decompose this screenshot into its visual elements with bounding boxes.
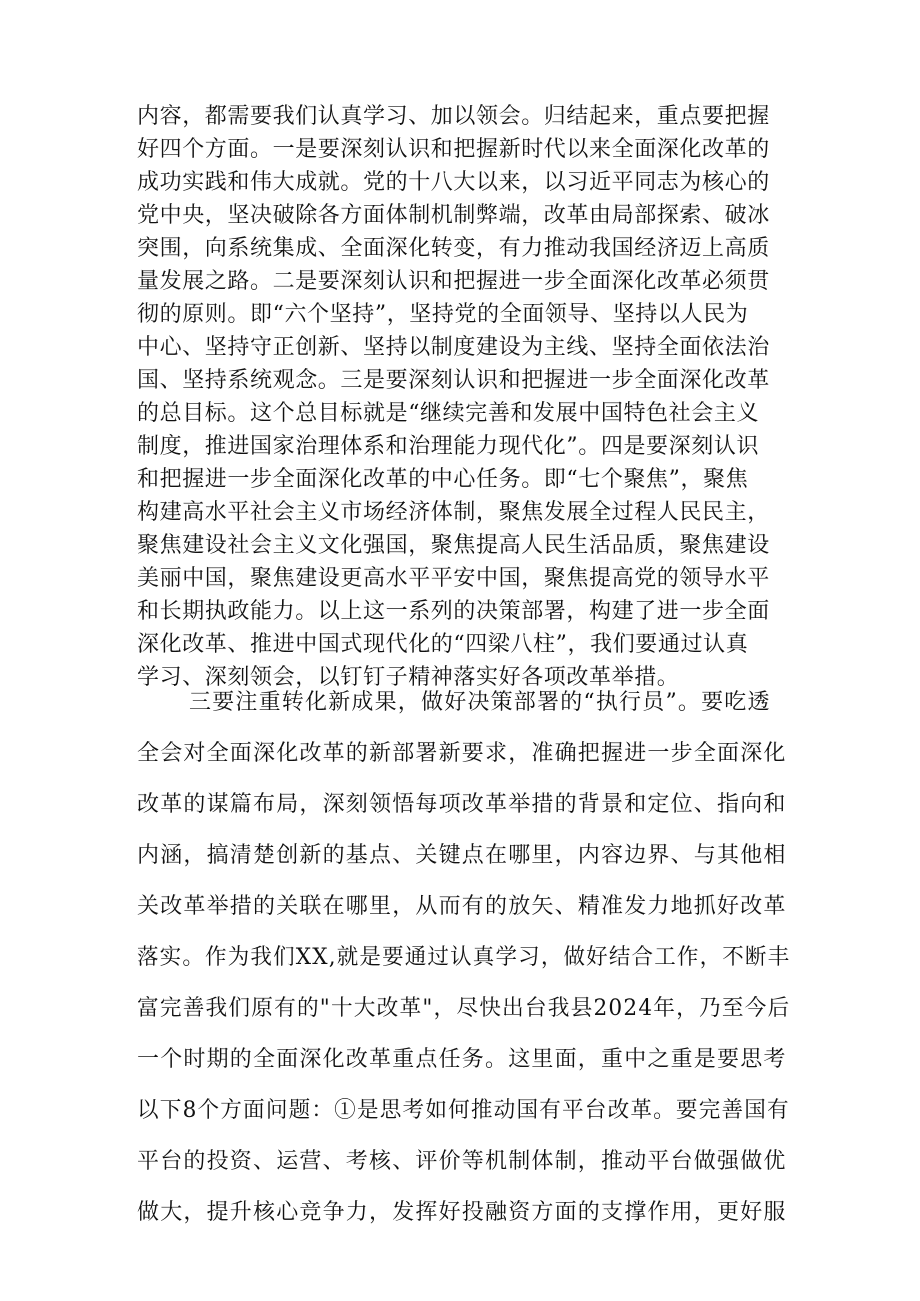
text-line: 三要注重转化新成果，做好决策部署的“执行员”。要吃透 bbox=[189, 690, 771, 715]
text-line: 彻的原则。即“六个坚持”，坚持党的全面领导、坚持以人民为 bbox=[137, 302, 749, 327]
text-line: 和长期执政能力。以上这一系列的决策部署，构建了进一步全面 bbox=[137, 599, 770, 624]
text-line: 富完善我们原有的"十大改革"，尽快出台我县2024年，乃至今后 bbox=[137, 996, 791, 1021]
text-line: 中心、坚持守正创新、坚持以制度建设为主线、坚持全面依法治 bbox=[137, 335, 770, 360]
text-line: 改革的谋篇布局，深刻领悟每项改革举措的背景和定位、指向和 bbox=[137, 792, 787, 817]
text-line: 做大，提升核心竞争力，发挥好投融资方面的支撑作用，更好服 bbox=[137, 1200, 787, 1225]
text-line: 全会对全面深化改革的新部署新要求，准确把握进一步全面深化 bbox=[137, 741, 787, 766]
text-line: 内容，都需要我们认真学习、加以领会。归结起来，重点要把握 bbox=[137, 104, 770, 129]
text-line: 的总目标。这个总目标就是“继续完善和发展中国特色社会主义 bbox=[137, 401, 760, 426]
text-line: 聚焦建设社会主义文化强国，聚焦提高人民生活品质，聚焦建设 bbox=[137, 533, 770, 558]
text-line: 以下8个方面问题：①是思考如何推动国有平台改革。要完善国有 bbox=[137, 1098, 790, 1123]
text-line: 国、坚持系统观念。三是要深刻认识和把握进一步全面深化改革 bbox=[137, 368, 770, 393]
text-line: 好四个方面。一是要深刻认识和把握新时代以来全面深化改革的 bbox=[137, 137, 770, 162]
text-line: 突围，向系统集成、全面深化转变，有力推动我国经济迈上高质 bbox=[137, 236, 770, 261]
text-line: 内涵，搞清楚创新的基点、关键点在哪里，内容边界、与其他相 bbox=[137, 843, 787, 868]
text-line: 成功实践和伟大成就。党的十八大以来，以习近平同志为核心的 bbox=[137, 170, 770, 195]
text-line: 关改革举措的关联在哪里，从而有的放矢、精准发力地抓好改革 bbox=[137, 894, 787, 919]
text-line: 构建高水平社会主义市场经济体制，聚焦发展全过程人民民主， bbox=[137, 500, 770, 525]
text-line: 和把握进一步全面深化改革的中心任务。即“七个聚焦”，聚焦 bbox=[137, 467, 749, 492]
text-line: 量发展之路。二是要深刻认识和把握进一步全面深化改革必须贯 bbox=[137, 269, 770, 294]
text-line: 落实。作为我们XX,就是要通过认真学习，做好结合工作，不断丰 bbox=[137, 945, 791, 970]
text-line: 党中央，坚决破除各方面体制机制弊端，改革由局部探索、破冰 bbox=[137, 203, 770, 228]
text-line: 学习、深刻领会，以钉钉子精神落实好各项改革举措。 bbox=[137, 665, 680, 690]
text-line: 平台的投资、运营、考核、评价等机制体制，推动平台做强做优 bbox=[137, 1149, 787, 1174]
text-line: 深化改革、推进中国式现代化的“四梁八柱”，我们要通过认真 bbox=[137, 632, 749, 657]
text-line: 制度，推进国家治理体系和治理能力现代化”。四是要深刻认识 bbox=[137, 434, 760, 459]
text-line: 一个时期的全面深化改革重点任务。这里面，重中之重是要思考 bbox=[137, 1047, 787, 1072]
text-line: 美丽中国，聚焦建设更高水平平安中国，聚焦提高党的领导水平 bbox=[137, 566, 770, 591]
